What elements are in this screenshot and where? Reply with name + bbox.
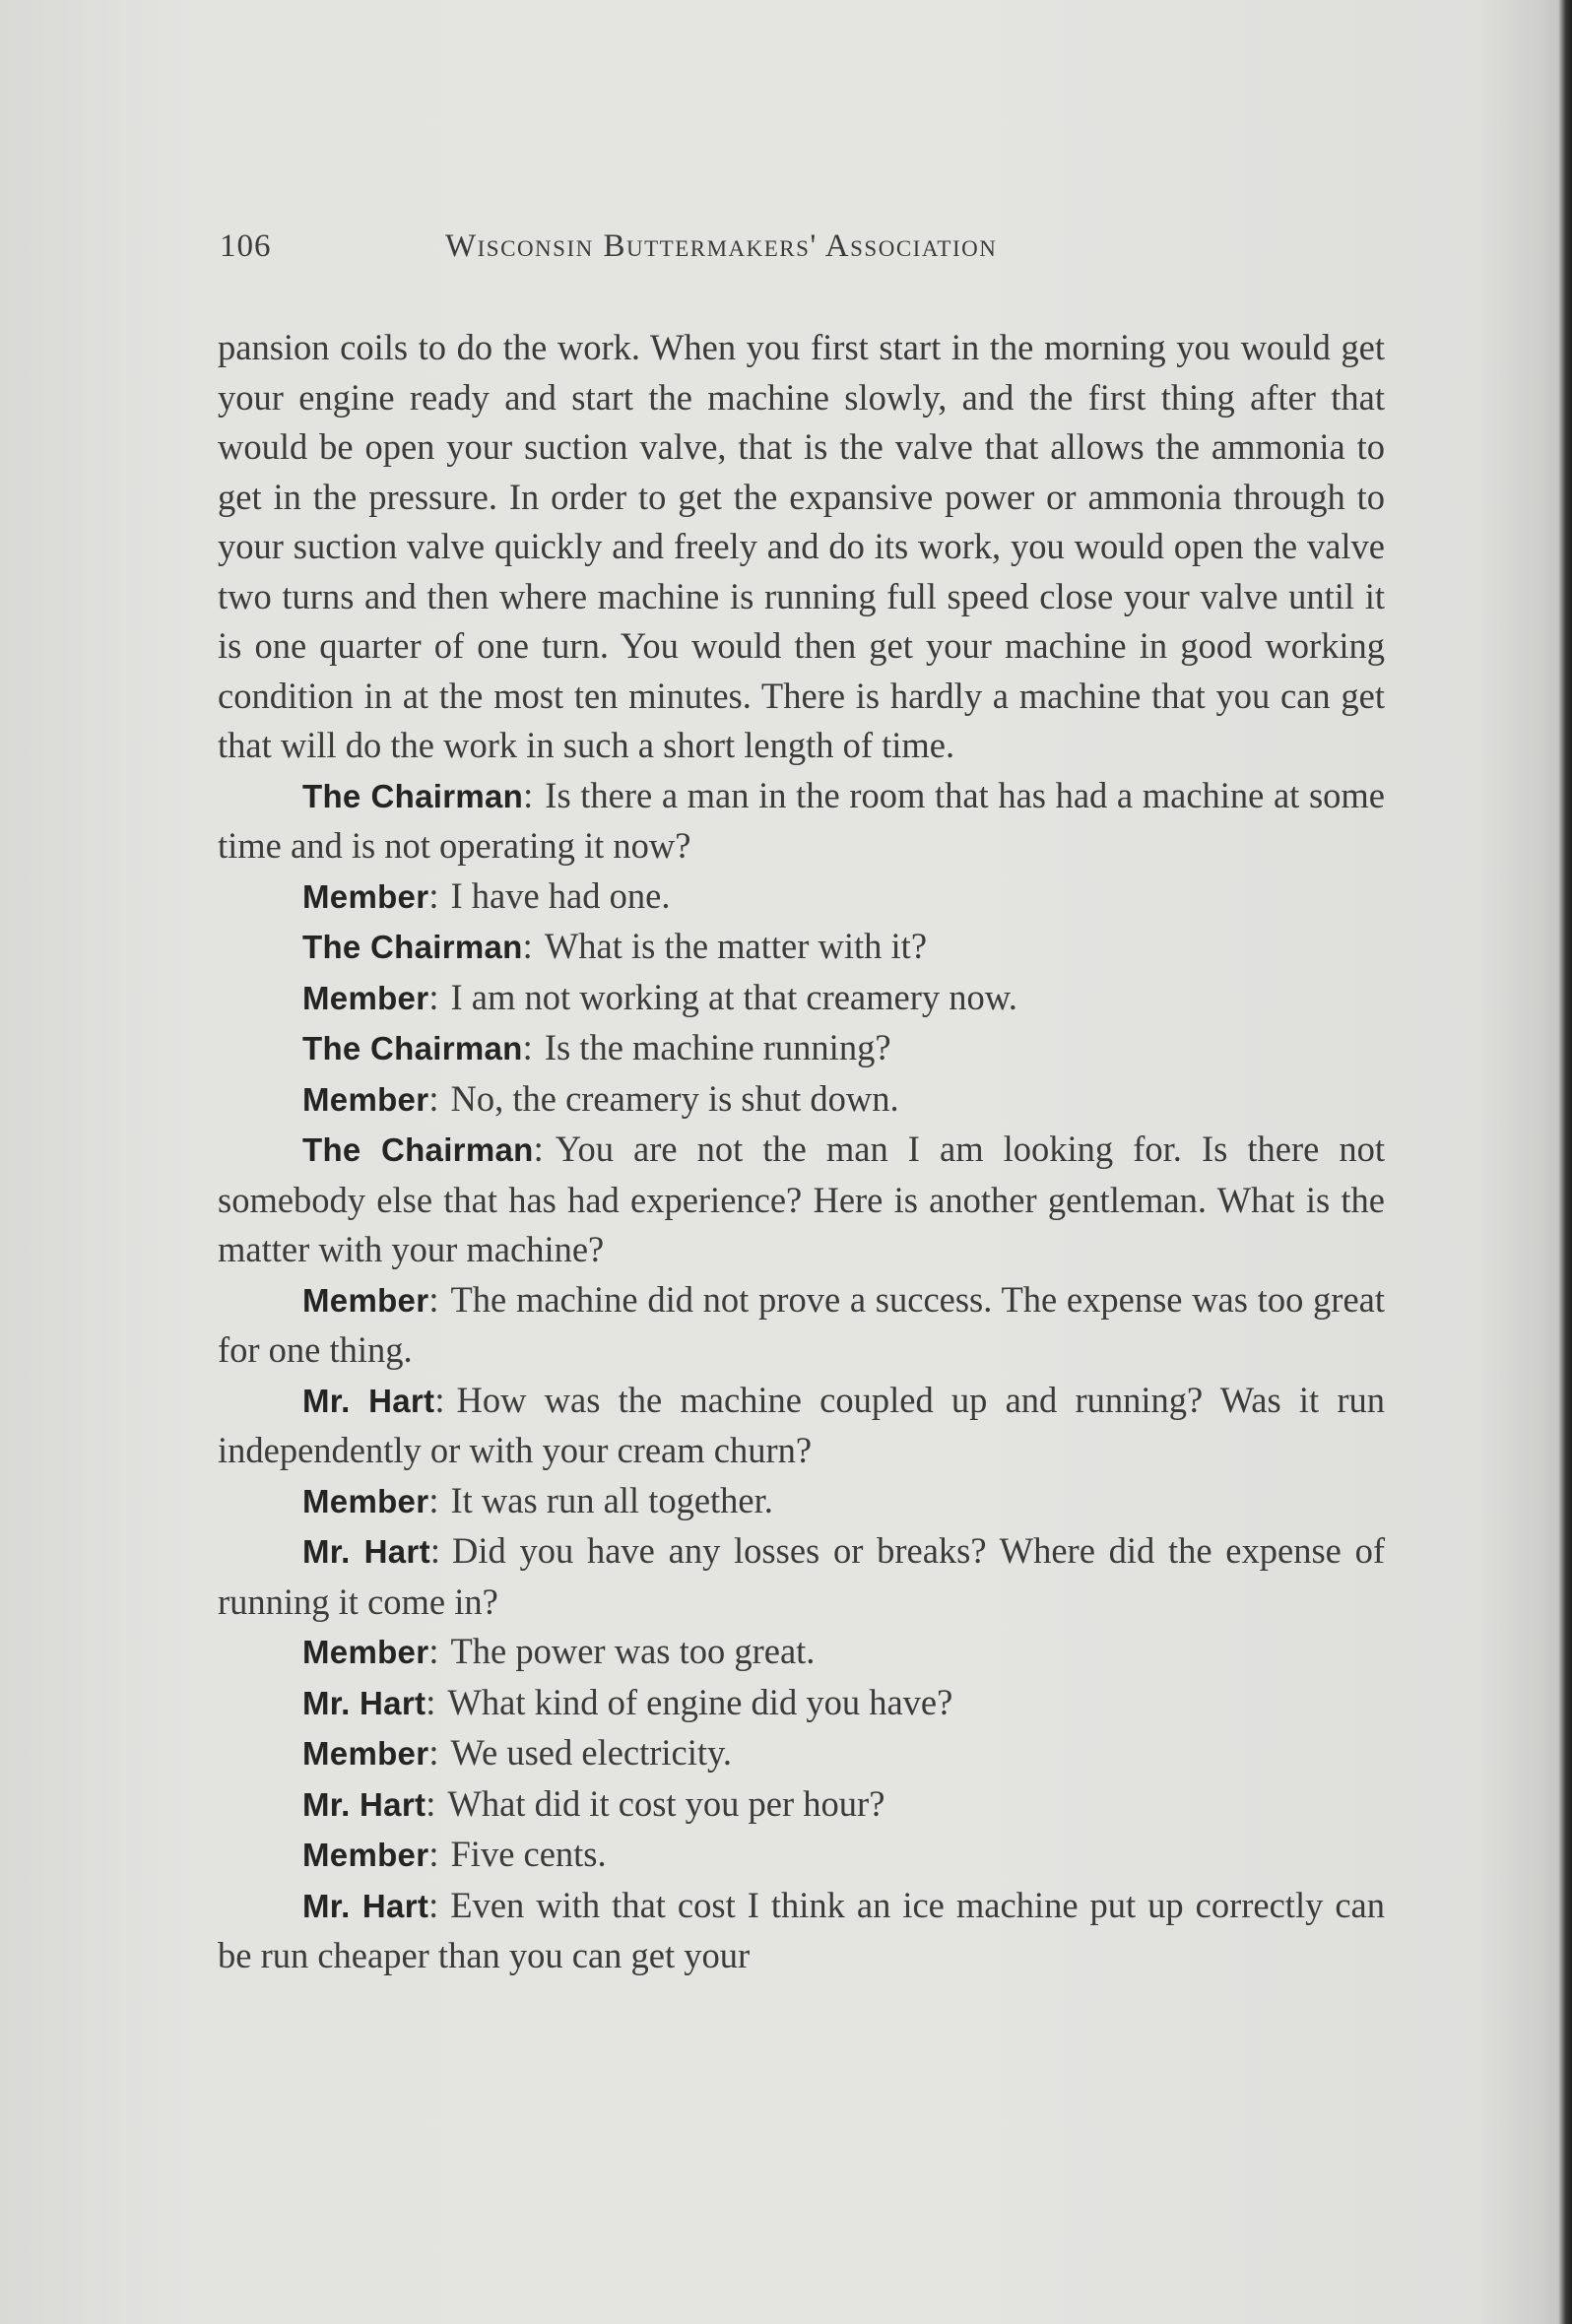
- dialogue-paragraph: [218, 1526, 1385, 1627]
- speaker-name: Member: [302, 1080, 429, 1118]
- body-text: [218, 323, 1385, 1981]
- paragraph-text: Is there a man in the room that has had a machine at some time and is not operating it now?: [218, 774, 1385, 866]
- speaker-name: The Chairman: [302, 1131, 534, 1168]
- dialogue-paragraph: [218, 1023, 1385, 1074]
- dialogue-paragraph: [218, 771, 1385, 872]
- dialogue-paragraph: [218, 1830, 1385, 1881]
- speaker-name: Member: [302, 1482, 429, 1519]
- speaker-name: Member: [302, 1281, 429, 1319]
- speaker-name: Member: [302, 1634, 429, 1670]
- paragraph-text: What kind of engine did you have?: [447, 1681, 953, 1722]
- speaker-colon: :: [533, 1129, 544, 1169]
- speaker-colon: :: [428, 976, 439, 1017]
- speaker-name: Mr. Hart: [302, 1887, 429, 1924]
- speaker-name: Mr. Hart: [302, 1785, 426, 1823]
- speaker-colon: :: [428, 1884, 439, 1925]
- speaker-colon: :: [523, 774, 534, 815]
- text-block: [218, 228, 1385, 1981]
- speaker-colon: :: [426, 1782, 436, 1824]
- dialogue-paragraph: [218, 1627, 1385, 1678]
- paragraph-text: It was run all together.: [450, 1479, 773, 1520]
- dialogue-paragraph: [218, 1728, 1385, 1779]
- paragraph-text: No, the creamery is shut down.: [450, 1077, 899, 1119]
- speaker-colon: :: [428, 1732, 439, 1773]
- paragraph-text: The machine did not prove a success. The expense was too great for one thing.: [218, 1278, 1385, 1370]
- paragraph-text: How was the machine coupled up and running? Was it run independently or with your cream churn?: [218, 1379, 1385, 1470]
- dialogue-paragraph: [218, 1881, 1385, 1981]
- paragraph-text: I am not working at that creamery now.: [450, 976, 1017, 1017]
- speaker-colon: :: [522, 926, 533, 966]
- speaker-colon: :: [522, 1027, 533, 1067]
- page-edge-shadow: [1558, 0, 1572, 2324]
- speaker-name: Mr. Hart: [302, 1382, 435, 1419]
- speaker-colon: :: [428, 1631, 439, 1671]
- paragraph-text: Did you have any losses or breaks? Where did the expense of running it come in?: [218, 1530, 1385, 1622]
- speaker-name: Member: [302, 1735, 429, 1772]
- dialogue-paragraph: [218, 1476, 1385, 1527]
- speaker-colon: :: [428, 1077, 439, 1119]
- speaker-colon: :: [428, 1278, 439, 1320]
- paragraph-text: What did it cost you per hour?: [447, 1782, 885, 1824]
- paragraph-text: What is the matter with it?: [544, 926, 928, 966]
- dialogue-paragraph: [218, 1275, 1385, 1376]
- speaker-colon: :: [429, 1530, 441, 1571]
- dialogue-paragraph: [218, 1125, 1385, 1275]
- running-head: [218, 228, 1385, 323]
- speaker-colon: :: [434, 1379, 445, 1420]
- speaker-colon: :: [428, 874, 439, 916]
- paragraph-text: I have had one.: [450, 874, 671, 916]
- dialogue-paragraph: [218, 1678, 1385, 1729]
- speaker-name: The Chairman: [302, 777, 524, 814]
- dialogue-paragraph: [218, 1074, 1385, 1126]
- dialogue-paragraph: [218, 973, 1385, 1024]
- paragraph-text: Five cents.: [450, 1834, 607, 1874]
- paragraph-text: Is the machine running?: [544, 1027, 891, 1067]
- speaker-name: Member: [302, 979, 429, 1016]
- continuation-paragraph: [218, 323, 1385, 771]
- dialogue-paragraph: [218, 872, 1385, 923]
- speaker-colon: :: [428, 1479, 439, 1520]
- speaker-name: The Chairman: [302, 1030, 523, 1066]
- speaker-name: The Chairman: [302, 929, 523, 965]
- speaker-name: Member: [302, 1837, 429, 1873]
- speaker-name: Mr. Hart: [302, 1533, 430, 1570]
- paragraph-text: pansion coils to do the work. When you first start in the morning you would get your engine ready and start the machine slowly, and the first thing after that would be open your suction valve, that is the valve that allows the ammonia to get in the pressure. In order to get the expansive power or ammonia through to your suction valve quickly and freely and do its work, you would open the valve two turns and then where machine is running full speed close your valve until it is one quarter of one turn. You would then get your machine in good working condition in at the most ten minutes. There is hardly a machine that you can get that will do the work in such a short length of time.: [218, 327, 1385, 765]
- paragraph-text: Even with that cost I think an ice machine put up correctly can be run cheaper than you can get your: [218, 1884, 1385, 1975]
- speaker-name: Member: [302, 877, 429, 915]
- dialogue-paragraph: [218, 1779, 1385, 1831]
- paragraph-text: You are not the man I am looking for. Is there not somebody else that has had experience? Here is another gentleman. What is the matter with your machine?: [218, 1129, 1385, 1269]
- page-number: 106: [220, 228, 272, 264]
- dialogue-paragraph: [218, 1376, 1385, 1476]
- speaker-name: Mr. Hart: [302, 1684, 426, 1721]
- dialogue-paragraph: [218, 922, 1385, 973]
- paragraph-text: The power was too great.: [450, 1631, 816, 1671]
- speaker-colon: :: [428, 1834, 439, 1874]
- running-title: Wisconsin Buttermakers' Association: [445, 228, 998, 264]
- speaker-colon: :: [426, 1681, 436, 1722]
- paragraph-text: We used electricity.: [450, 1732, 733, 1773]
